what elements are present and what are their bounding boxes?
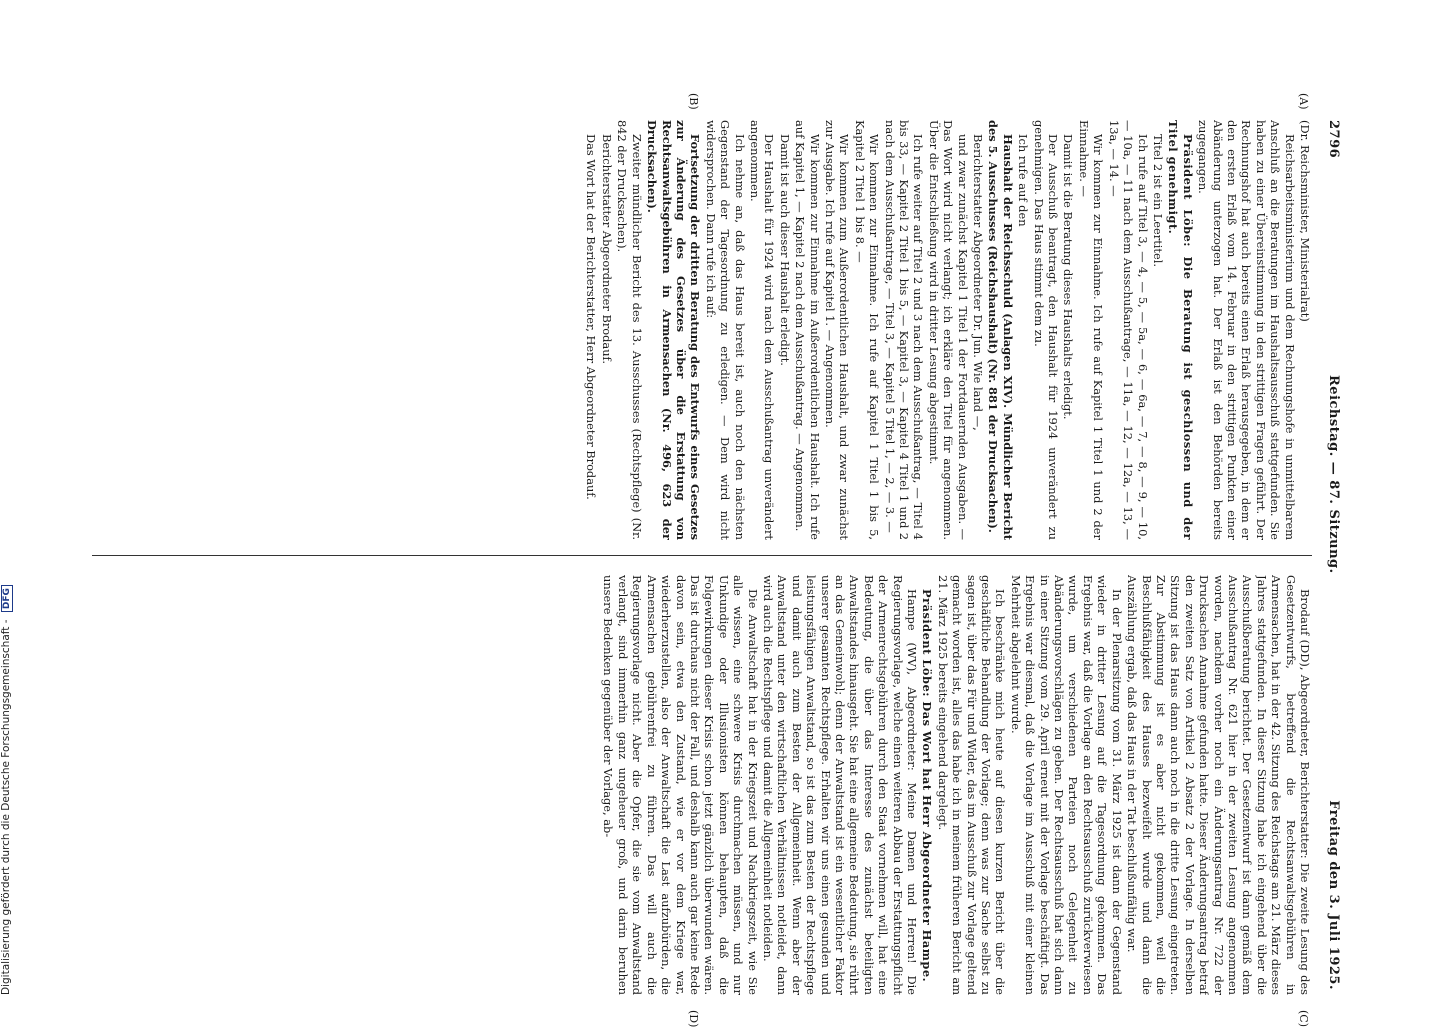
paragraph: Wir kommen zur Einnahme. Ich rufe auf Kapitel 1 Titel 1 und 2 der Einnahme. — xyxy=(1076,120,1106,540)
left-column xyxy=(92,120,1312,540)
running-head-title: Reichstag. — 87. Sitzung. xyxy=(1326,375,1341,574)
running-head xyxy=(1320,105,1340,1010)
credit-text: Digitalisierung gefördert durch die Deutsche Forschungsgemeinschaft - xyxy=(0,619,12,995)
paragraph: und zwar zunächst Kapitel 1 Titel 1 der Fortdauernden Ausgaben. — Das Wort wird nicht verlangt; ich erkläre den Titel für angenommen. Über die Entschließung wird in dritter Lesung abgestimmt. xyxy=(926,120,970,540)
margin-marker-b: (B) xyxy=(687,93,700,110)
paragraph: Präsident Löbe: Das Wort hat Herr Abgeordneter Hampe. xyxy=(920,589,935,983)
rotated-print-area xyxy=(80,93,1341,1027)
paragraph: Ich rufe weiter auf Titel 2 und 3 nach dem Ausschußantrag, — Titel 4 bis 33, — Kapitel 2 Titel 1 bis 5, — Kapitel 3, — Kapitel 4 Titel 1 und 2 nach dem Ausschußantrage, — Titel 3, — Kapitel 5 Titel 1, — 2, — 3. — xyxy=(882,120,926,540)
paragraph: Fortsetzung der dritten Beratung des Entwurfs eines Gesetzes zur Änderung des Gesetzes über die Erstattung von Rechtsanwaltsgebühren in Armensachen (Nr. 496, 623 der Drucksachen). xyxy=(645,120,703,540)
paragraph: Das Wort hat der Berichterstatter, Herr Abgeordneter Brodauf. xyxy=(584,134,599,500)
paragraph: Präsident Löbe: Die Beratung ist geschlossen und der Titel genehmigt. xyxy=(1166,120,1195,540)
paragraph: In der Plenarsitzung vom 31. März 1925 ist dann der Gegenstand wieder in dritter Lesung auf die Tagesordnung gekommen. Das Ergebnis war, daß die Vorlage an den Rechtsausschuß zurückverwiesen wurde, um verschiedenen Parteien noch Gelegenheit zu Abänderungsvorschlägen zu geben. Der Rechtsausschuß hat sich dann in einer Sitzung vom 29. April erneut mit der Vorlage beschäftigt. Das Ergebnis war diesmal, daß die Vorlage im Ausschuß mit einer kleinen Mehrheit abgelehnt wurde. xyxy=(1008,575,1124,995)
paragraph: Berichterstatter Abgeordneter Dr. Jun. Wie land —, xyxy=(971,134,986,431)
paragraph: Ich nehme an, daß das Haus bereit ist, auch noch den nächsten Gegenstand der Tagesordnung zu erledigen. — Dem wird nicht widersprochen. Dann rufe ich auf: xyxy=(703,120,747,540)
paragraph: Damit ist die Beratung dieses Haushalts erledigt. xyxy=(1061,134,1076,420)
paragraph: Brodauf (DD), Abgeordneter, Berichterstatter: Die zweite Lesung des Gesetzentwurfs, betreffend die Rechtsanwaltsgebühren in Armensachen, hat in der 42. Sitzung des Reichstags am 21. März dieses Jahres stattgefunden. In dieser Sitzung habe ich eingehend über die Ausschußberatung berichtet. Der Gesetzentwurf ist dann gemäß dem Ausschußantrag Nr. 621 hier in der zweiten Lesung angenommen worden, nachdem vorher noch ein Änderungsantrag Nr. 722 der Drucksachen Annahme gefunden hatte. Dieser Änderungsantrag betraf den zweiten Satz von Artikel 2 Absatz 2 der Vorlage. In derselben Sitzung ist das Haus dann auch noch in die dritte Lesung eingetreten. Zur Abstimmung ist es aber nicht gekommen, weil die Beschlußfähigkeit des Hauses bezweifelt wurde und dann die Auszählung ergab, daß das Haus in der Tat beschlußunfähig war. xyxy=(1125,575,1312,995)
paragraph: Wir kommen zur Einnahme. Ich rufe auf Kapitel 1 Titel 1 bis 5, Kapitel 2 Titel 1 bis 8. — xyxy=(852,120,882,540)
page-number: 2796 xyxy=(1326,120,1341,159)
paragraph: Ich rufe auf Titel 3, — 4, — 5, — 5a, — 6, — 6a, — 7, — 8, — 9, — 10, — 10a, — 11 nach dem Ausschußantrage, — 11a, — 12, — 12a, — 13, — 13a, — 14. — xyxy=(1106,120,1150,540)
paragraph: Die Anwaltschaft hat in der Kriegszeit und Nachkriegszeit, wie Sie alle wissen, eine schwere Krisis durchmachen müssen, und nur Unkundige oder Illusionisten können behaupten, daß die Folgewirkungen dieser Krisis schon jetzt gänzlich überwunden wären. Das ist durchaus nicht der Fall, und deshalb kann auch gar keine Rede davon sein, etwa den Zustand, wie er vor dem Kriege war, wiederherzustellen, also der Anwaltschaft die Last aufzubürden, die Armensachen gebührenfrei zu führen. Das will auch die Regierungsvorlage nicht. Aber die Opfer, die sie vom Anwaltstand verlangt, sind immerhin ganz ungeheuer groß, und darin beruhen unsere Bedenken gegenüber der Vorlage, ab- xyxy=(601,575,760,995)
digitization-credit xyxy=(0,5,20,995)
paragraph: Titel 2 ist ein Leertitel. xyxy=(1150,134,1165,268)
paragraph: Ich rufe auf den xyxy=(1016,134,1031,227)
margin-marker-a: (A) xyxy=(1297,93,1310,110)
margin-marker-c: (C) xyxy=(1297,1010,1310,1027)
paragraph: Der Ausschuß beantragt, den Haushalt für 1924 unverändert zu genehmigen. Das Haus stimmt dem zu. xyxy=(1031,120,1061,540)
running-head-date: Freitag den 3. Juli 1925. xyxy=(1326,800,1341,990)
paragraph: Damit ist auch dieser Haushalt erledigt. xyxy=(777,134,792,366)
dfg-logo: DFG xyxy=(1,585,13,612)
paragraph: Hampe (WV), Abgeordneter: Meine Damen und Herren! Die Regierungsvorlage, welche einen weiteren Abbau der Erstattungspflicht der Armenrechtsgebühren durch den Staat vornehmen will, hat eine Bedeutung, die über das Interesse des zunächst beteiligten Anwaltstandes hinausgeht. Sie hat eine allgemeine Bedeutung, sie rührt an das Gemeinwohl; denn der Anwaltstand ist ein wesentlicher Faktor unserer gesamten Rechtspflege. Erhalten wir uns einen gesunden und leistungsfähigen Anwaltstand, so ist das zum Besten der Rechtspflege und damit auch zum Besten der Allgemeinheit. Wenn aber der Anwaltstand unter den wirtschaftlichen Verhältnissen notleidet, dann wird auch die Rechtspflege und damit die Allgemeinheit notleiden. xyxy=(760,575,920,995)
paragraph: Berichterstatter Abgeordneter Brodauf. xyxy=(599,134,614,364)
paragraph: Wir kommen zur Einnahme im Außerordentlichen Haushalt. Ich rufe auf Kapitel 1, — Kapitel 2 nach dem Ausschußantrag. — Angenommen. xyxy=(793,120,822,540)
column-divider xyxy=(92,555,1312,556)
paragraph: Zweiter mündlicher Bericht des 13. Ausschusses (Rechtspflege) (Nr. 842 der Drucksachen). xyxy=(615,120,644,540)
paragraph: Wir kommen zum Außerordentlichen Haushalt, und zwar zunächst zur Ausgabe. Ich rufe auf Kapitel 1. — Angenommen. xyxy=(823,120,852,540)
paragraph: Der Haushalt für 1924 wird nach dem Ausschußantrag unverändert angenommen. xyxy=(747,120,777,540)
paragraph: Ich beschränke mich heute auf diesen kurzen Bericht über die geschäftliche Behandlung der Vorlage; denn was zur Sache selbst zu sagen ist, über das Für und Wider, das im Ausschuß zur Vorlage geltend gemacht worden ist, alles das habe ich in meinem früheren Bericht am 21. März 1925 bereits eingehend dargelegt. xyxy=(935,575,1008,995)
paragraph: Reichsarbeitsministerium und dem Rechnungshofe in unmittelbarem Anschluß an die Beratungen im Haushaltsausschuß stattgefunden. Sie haben zu einer Übereinstimmung in den strittigen Fragen geführt. Der Rechnungshof hat auch bereits einen Erlaß herausgegeben, in dem er den ersten Erlaß vom 14. Februar in den strittigen Punkten einer Abänderung unterzogen hat. Der Erlaß ist den Behörden bereits zugegangen. xyxy=(1196,120,1297,540)
right-column xyxy=(92,575,1312,995)
paragraph: (Dr. Reichsminister, Ministerialrat) xyxy=(1298,120,1312,322)
margin-marker-d: (D) xyxy=(687,1010,700,1027)
paragraph: Haushalt der Reichsschuld (Anlagen XIV). Mündlicher Bericht des 5. Ausschusses (Reichshaushalt) (Nr. 881 der Drucksachen). xyxy=(986,120,1015,540)
